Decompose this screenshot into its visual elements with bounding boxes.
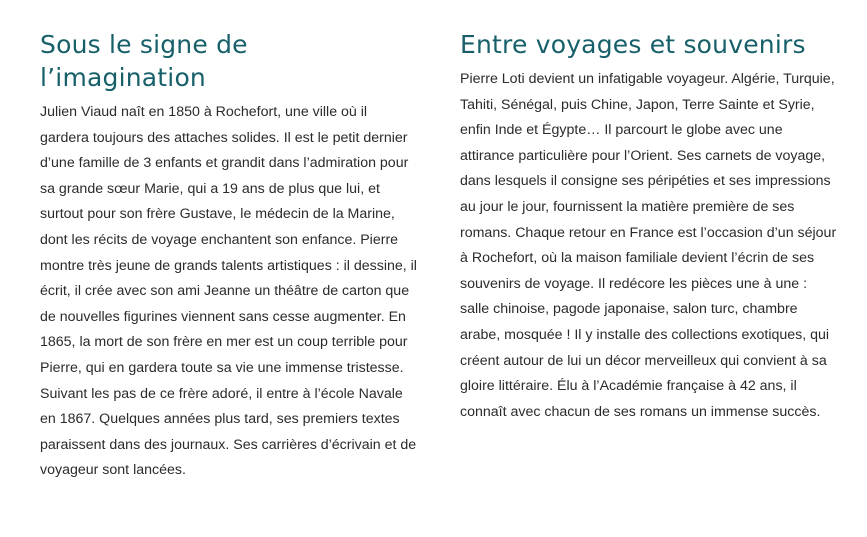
- left-section: [40, 28, 418, 484]
- right-section-body: Pierre Loti devient un infatigable voyageur. Algérie, Turquie, Tahiti, Sénégal, puis Chine, Japon, Terre Sainte et Syrie, enfin Inde et Égypte… Il parcourt le globe avec une attirance particulière pour l’Orient. Ses carnets de voyage, dans lesquels il consigne ses péripéties et ses impressions au jour le jour, fournissent la matière première de ses romans. Chaque retour en France est l’occasion d’un séjour à Rochefort, où la maison familiale devient l’écrin de ses souvenirs de voyage. Il redécore les pièces une à une : salle chinoise, pagode japonaise, salon turc, chambre arabe, mosquée ! Il y installe des collections exotiques, qui créent autour de lui un décor merveilleux qui convient à sa gloire littéraire. Élu à l’Académie française à 42 ans, il connaît avec chacun de ses romans un immense succès.: [460, 71, 837, 420]
- left-section-title: Sous le signe de l’imagination: [40, 30, 248, 92]
- left-section-body: Julien Viaud naît en 1850 à Rochefort, une ville où il gardera toujours des attaches solides. Il est le petit dernier d’une famille de 3 enfants et grandit dans l’admiration pour sa grande sœur Marie, qui a 19 ans de plus que lui, et surtout pour son frère Gustave, le médecin de la Marine, dont les récits de voyage enchantent son enfance. Pierre montre très jeune de grands talents artistiques : il dessine, il écrit, il crée avec son ami Jeanne un théâtre de carton que de nouvelles figurines viennent sans cesse augmenter. En 1865, la mort de son frère en mer est un coup terrible pour Pierre, qui en gardera toute sa vie une immense tristesse. Suivant les pas de ce frère adoré, il entre à l’école Navale en 1867. Quelques années plus tard, ses premiers textes paraissent dans des journaux. Ses carrières d’écrivain et de voyageur sont lancées.: [40, 104, 417, 479]
- right-section-title: Entre voyages et souvenirs: [460, 30, 806, 59]
- right-section: [460, 28, 838, 425]
